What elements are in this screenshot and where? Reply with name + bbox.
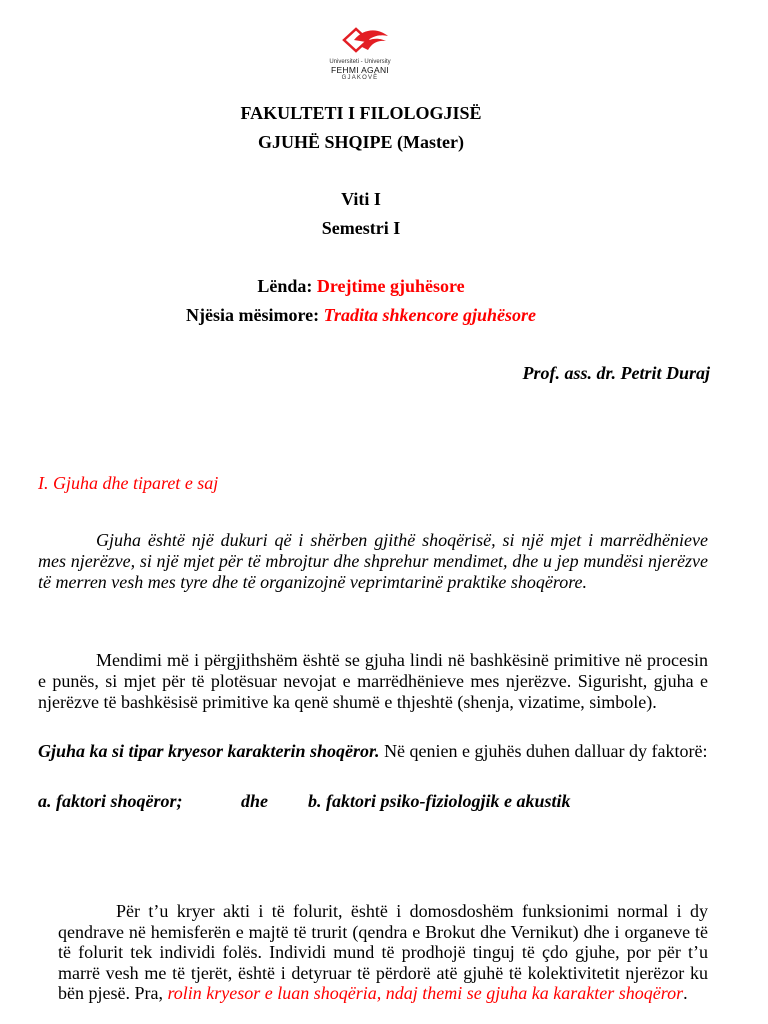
subject-line [0,276,722,297]
logo-line-name: FEHMI AGANI [330,65,390,75]
paragraph-1: Gjuha është një dukuri që i shërben gjithë shoqërisë, si një mjet i marrëdhënieve mes njerëzve, si një mjet për të mbrojtur dhe shprehur mendimet, dhe u jep mundësi njerëzve të merren vesh mes tyre dhe të organizojnë veprimtarinë praktike shoqërore. [38,530,708,592]
paragraph-4-end: . [683,983,688,1003]
paragraph-4-emphasis: rolin kryesor e luan shoqëria, ndaj themi se gjuha ka karakter shoqëror [167,983,684,1003]
factor-a: a. faktori shoqëror; [38,791,183,811]
university-logo [320,26,400,90]
program-title: GJUHË SHQIPE (Master) [258,132,464,152]
paragraph-3-bold: Gjuha ka si tipar kryesor karakterin shoqëror. [38,741,380,761]
section-heading: I. Gjuha dhe tiparet e saj [38,473,219,493]
paragraph-3 [38,741,708,762]
unit-line [0,305,722,326]
university-emblem-icon [330,26,390,58]
factor-and: dhe [241,791,268,811]
unit-label: Njësia mësimore: [186,305,324,325]
semester-label: Semestri I [321,218,401,238]
unit-value: Tradita shkencore gjuhësore [323,305,536,325]
factor-b: b. faktori psiko-fiziologjik e akustik [308,791,571,811]
paragraph-3-rest: Në qenien e gjuhës duhen dalluar dy faktorë: [379,741,708,761]
faculty-title: FAKULTETI I FILOLOGJISË [240,103,482,123]
paragraph-2: Mendimi më i përgjithshëm është se gjuha lindi në bashkësinë primitive në procesin e punës, si mjet për të plotësuar nevojat e marrëdhënieve mes njerëzve. Sigurisht, gjuha e njerëzve të bashkësisë primitive ka qenë shumë e thjeshtë (shenja, vizatime, simbole). [38,650,708,712]
logo-line-university: Universiteti - University [329,59,391,65]
subject-label: Lënda: [257,276,317,296]
paragraph-4 [58,901,708,1004]
subject-value: Drejtime gjuhësore [316,276,465,296]
year-label: Viti I [341,189,381,209]
professor-name: Prof. ass. dr. Petrit Duraj [522,363,710,383]
logo-line-city: GJAKOVË [341,75,379,81]
paragraph-4-main: Për t’u kryer akti i të folurit, është i domosdoshëm funksionimi normal i dy qendrave në hemisferën e majtë të trurit (qendra e Brokut dhe Vernikut) dhe i organeve të të folurit tek individi folës. Individi mund të prodhojë tinguj të çdo gjuhe, por për t’u marrë vesh me të tjerët, është i detyruar të përdorë atë gjuhë të kolektivitetit njerëzor ku bën pjesë. Pra, [58,901,708,1003]
